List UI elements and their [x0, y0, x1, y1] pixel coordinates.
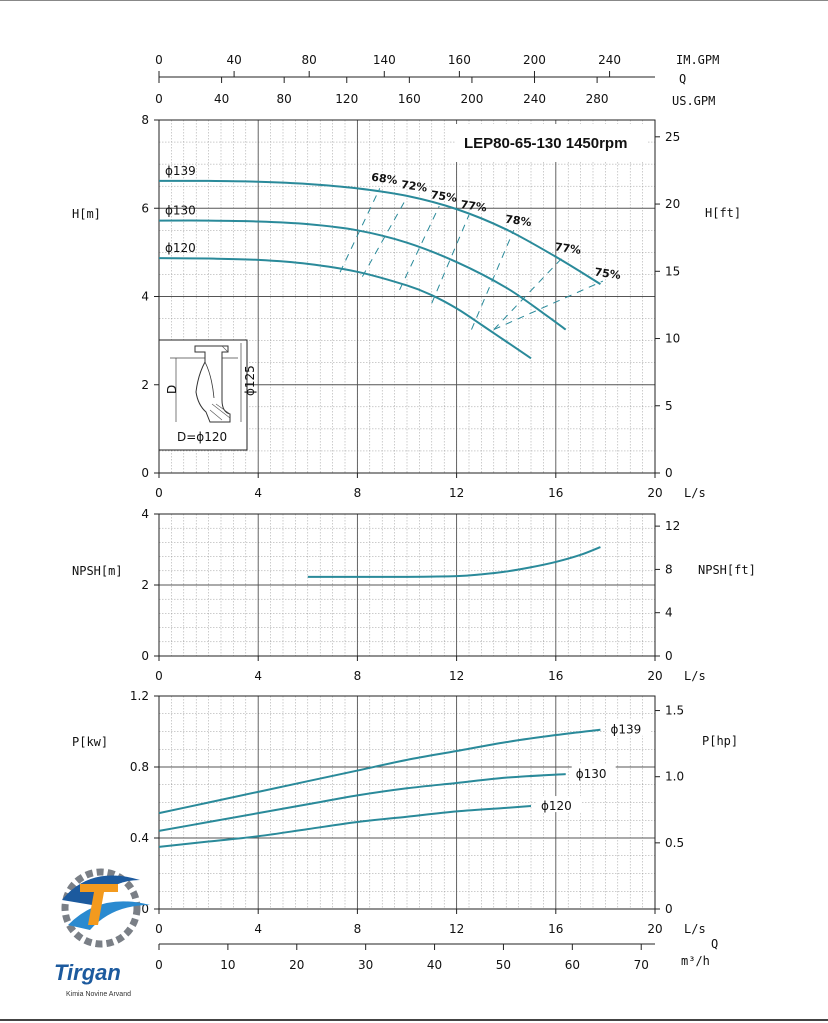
series-line-d139 [159, 730, 600, 813]
us-gpm-tick-label: 120 [335, 92, 359, 106]
y2-tick-label: 4 [665, 605, 673, 620]
tirgan-logo [54, 872, 150, 998]
y-tick-label: 0 [141, 902, 149, 916]
efficiency-label: 72% [400, 178, 429, 195]
y2-tick-label: 25 [665, 129, 681, 144]
y2-tick-label: 0 [665, 649, 673, 663]
im-gpm-tick-label: 160 [447, 53, 471, 67]
x-tick-label: 20 [647, 486, 663, 500]
logo-name: Tirgan [54, 960, 121, 985]
us-gpm-tick-label: 240 [523, 92, 546, 106]
chart-panels [72, 113, 756, 936]
im-gpm-tick-label: 240 [598, 53, 622, 67]
y-tick-label: 0.8 [129, 760, 149, 774]
model-title: LEP80-65-130 1450rpm [464, 135, 628, 152]
us-gpm-tick-label: 200 [460, 92, 484, 106]
y2-tick-label: 0 [665, 902, 673, 916]
y-tick-label: 2 [141, 578, 149, 592]
x-tick-label: 16 [548, 669, 564, 683]
y-tick-label: 2 [141, 377, 149, 392]
y2-tick-label: 0.5 [665, 835, 685, 850]
x-tick-label: 16 [548, 922, 564, 936]
y-tick-label: 4 [141, 507, 149, 521]
efficiency-label: 77% [553, 240, 582, 257]
im-gpm-tick-label: 0 [155, 53, 163, 67]
x-tick-label: 8 [353, 486, 362, 500]
y2-axis-label: NPSH[ft] [698, 563, 756, 577]
y2-tick-label: 8 [665, 562, 673, 577]
model-title-box [455, 124, 648, 162]
bottom-flow-scale [155, 937, 718, 972]
y-tick-label: 1.2 [129, 689, 149, 703]
us-gpm-tick-label: 80 [276, 92, 292, 106]
x-tick-label: 0 [155, 669, 163, 683]
series-label: ϕ139 [165, 163, 196, 178]
m3h-tick-label: 30 [358, 958, 374, 972]
panel-power [72, 689, 738, 936]
x-tick-label: 8 [353, 922, 362, 936]
x-tick-label: 12 [448, 486, 465, 500]
series-line-d139 [159, 181, 600, 284]
y2-tick-label: 0 [665, 466, 673, 480]
x-tick-label: 12 [448, 669, 465, 683]
y-tick-label: 6 [141, 201, 149, 216]
efficiency-label: 75% [429, 188, 458, 205]
im-gpm-tick-label: 80 [301, 53, 317, 67]
us-gpm-tick-label: 280 [585, 92, 609, 106]
inset-diameter-label: ϕ125 [243, 365, 257, 396]
y2-tick-label: 15 [665, 264, 681, 279]
series-line-npsh [308, 547, 601, 577]
y-tick-label: 4 [141, 289, 149, 304]
im-gpm-label: IM.GPM [676, 53, 720, 67]
us-gpm-ticks [155, 77, 608, 106]
bottom-q-label: Q [711, 937, 719, 951]
y2-tick-label: 5 [665, 398, 673, 413]
m3h-tick-label: 70 [633, 958, 649, 972]
y-tick-label: 8 [141, 113, 149, 127]
y-axis-label: P[kw] [72, 735, 109, 749]
x-tick-label: 0 [155, 486, 163, 500]
efficiency-label: 78% [504, 212, 533, 230]
x-tick-label: 12 [448, 922, 465, 936]
m3h-tick-label: 20 [289, 958, 305, 972]
y-axis-label: H[m] [72, 207, 101, 221]
series-label: ϕ130 [165, 203, 196, 218]
y2-tick-label: 12 [665, 519, 681, 534]
x-tick-label: 8 [353, 669, 362, 683]
x-tick-label: 16 [548, 486, 564, 500]
us-gpm-tick-label: 0 [155, 92, 163, 106]
im-gpm-ticks [155, 53, 621, 77]
x-tick-label: 4 [254, 486, 263, 500]
efficiency-label: 75% [593, 265, 622, 283]
top-flow-scales [155, 53, 719, 108]
inset-note: D=ϕ120 [177, 430, 228, 444]
us-gpm-tick-label: 40 [213, 92, 230, 106]
x-tick-label: 4 [254, 922, 263, 936]
efficiency-line [494, 281, 603, 330]
y-tick-label: 0.4 [129, 831, 149, 845]
x-tick-label: 4 [254, 669, 263, 683]
panel-npsh [72, 507, 756, 683]
y-axis-label: NPSH[m] [72, 564, 123, 578]
im-gpm-tick-label: 40 [226, 53, 242, 67]
impeller-inset [159, 340, 257, 450]
efficiency-label: 77% [459, 198, 488, 215]
m3h-tick-label: 10 [220, 958, 236, 972]
inset-d-label: D [165, 384, 179, 394]
m3h-tick-label: 50 [495, 958, 512, 972]
m3h-ticks [155, 944, 649, 972]
x-tick-label: 20 [647, 669, 663, 683]
m3h-tick-label: 0 [155, 958, 163, 972]
m3h-tick-label: 60 [564, 958, 580, 972]
x-tick-label: 0 [155, 922, 163, 936]
m3h-label: m³/h [681, 954, 710, 968]
series-label: ϕ120 [541, 799, 572, 814]
y-tick-label: 0 [141, 466, 149, 480]
x-axis-label: L/s [684, 486, 706, 500]
series-label: ϕ139 [610, 722, 642, 737]
y2-axis-label: H[ft] [705, 206, 742, 220]
y2-tick-label: 20 [665, 197, 681, 212]
efficiency-label: 68% [370, 170, 399, 188]
y2-axis-label: P[hp] [702, 734, 739, 748]
x-axis-label: L/s [684, 922, 706, 936]
im-gpm-tick-label: 200 [523, 53, 546, 67]
y2-tick-label: 1.5 [665, 703, 685, 718]
y-tick-label: 0 [141, 649, 149, 663]
y2-tick-label: 10 [665, 331, 681, 346]
series-label: ϕ130 [575, 767, 607, 782]
series-label: ϕ120 [165, 241, 196, 256]
im-gpm-tick-label: 140 [372, 53, 396, 67]
top-q-label: Q [679, 72, 687, 86]
x-tick-label: 20 [647, 922, 663, 936]
x-axis-label: L/s [684, 669, 706, 683]
y2-tick-label: 1.0 [665, 769, 685, 784]
us-gpm-tick-label: 160 [397, 92, 421, 106]
us-gpm-label: US.GPM [672, 94, 716, 108]
series-line-d130 [159, 221, 566, 330]
m3h-tick-label: 40 [426, 958, 443, 972]
logo-subtitle: Kimia Novine Arvand [66, 991, 131, 998]
